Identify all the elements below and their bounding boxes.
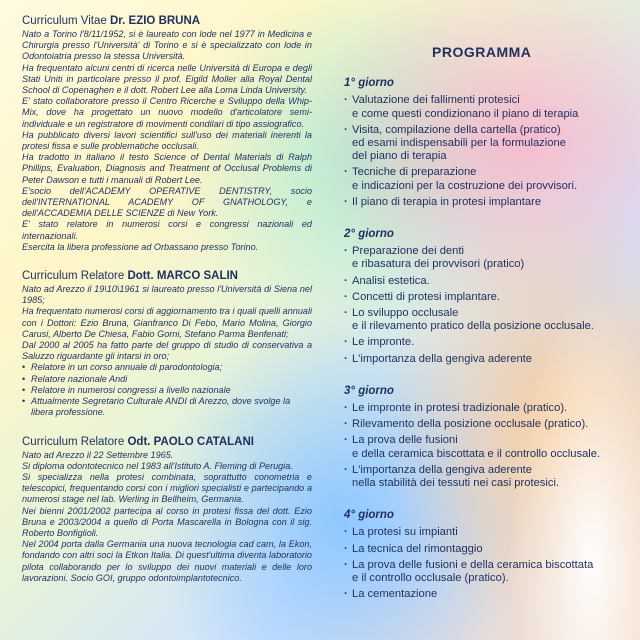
program-item-line: · Le impronte.	[352, 336, 415, 349]
program-item-line: · L'importanza della gengiva aderente	[352, 463, 533, 476]
program-item-line: · Il piano di terapia in protesi implantare	[352, 195, 542, 208]
program-item	[344, 353, 624, 366]
program-day	[344, 509, 624, 601]
program-day	[344, 385, 624, 490]
cv-heading: Curriculum Relatore Dott. MARCO SALIN	[22, 270, 238, 283]
program-item-line: · Concetti di protesi implantare.	[352, 290, 500, 303]
speaker-name: Dr. EZIO BRUNA	[110, 15, 201, 27]
cv-paragraph: Nato ad Arezzo il 19\10\1961 si laureato presso l'Università di Siena nel 1985;	[22, 284, 312, 306]
program-item	[344, 196, 624, 209]
program-item	[344, 588, 624, 601]
program-item-line: · Lo sviluppo occlusale	[352, 307, 459, 320]
program-item-line: · Le impronte in protesi tradizionale (pratico).	[352, 402, 568, 415]
program-item-line: · La prova delle fusioni e della ceramica biscottata	[352, 558, 594, 571]
program-item-line: · Visita, compilazione della cartella (pratico)	[352, 123, 561, 136]
day-title: 2° giorno	[344, 228, 394, 241]
cv-paragraph: Si specializza nella protesi combinata, soprattutto conometria e telescopici, frequentando corsi con i migliori specialisti e partecipando a numerosi stage nel lab. Werling in Bellheim, Germania.	[22, 471, 312, 505]
cv-body	[22, 284, 312, 362]
program-item	[344, 559, 624, 585]
program-item-line: e come questi condizionano il piano di terapia	[352, 107, 579, 120]
cv-paragraph: Nel 2004 porta dalla Germania una nuova tecnologia cad cam, la Ekon, fondando con altri soci la Etkon Italia. Di quest'ultima diventa laboratorio pilota collaborando per lo sviluppo dei nuovi materiali e delle loro lavorazioni. Socio GOI, gruppo odontoimplantotecnico.	[22, 539, 312, 583]
program-item-line: · L'importanza della gengiva aderente	[352, 352, 533, 365]
cv-paragraph: E' stato relatore in numerosi corsi e congressi nazionali ed internazionali.	[22, 219, 312, 241]
program-days	[344, 77, 624, 601]
day-title: 4° giorno	[344, 509, 394, 522]
cv-body	[22, 29, 312, 253]
program-day	[344, 228, 624, 366]
cv-bullet-item: • Relatore in numerosi congressi a livello nazionale	[22, 385, 312, 396]
cv-paragraph: Esercita la libera professione ad Orbassano presso Torino.	[22, 241, 259, 252]
program-item	[344, 526, 624, 539]
cv-paolo-catalani	[22, 435, 312, 584]
program-item	[344, 166, 624, 192]
program-item	[344, 275, 624, 288]
cv-body	[22, 450, 312, 584]
program-item-line: · Valutazione dei fallimenti protesici	[352, 94, 520, 107]
program-item-line: · Preparazione dei denti	[352, 245, 464, 258]
program-item	[344, 418, 624, 431]
cv-paragraph: Ha tradotto in italiano il testo Science of Dental Materials di Ralph Phillips, Evaluation, Diagnosis and Treatment of Occlusal Problems di Peter Dawson e tutti i manuali di Robert Lee.	[22, 152, 312, 185]
day-title: 3° giorno	[344, 384, 394, 397]
cv-paragraph: E'socio dell'ACADEMY OPERATIVE DENTISTRY, socio dell'INTERNATIONAL ACADEMY OF GNATHOLOGY, e dell'ACCADEMIA DELLE SCIENZE di New York.	[22, 185, 312, 219]
cv-ezio-bruna	[22, 14, 312, 253]
cv-paragraph: Ha frequentato numerosi corsi di aggiornamento tra i quali quelli annuali con i Dottori: Ezio Bruna, Gianfranco Di Febo, Mario Molina, Giorgio Carusi, Alberto De Chiesa, Fabio Gorni, Stefano Parma Benfenati;	[22, 306, 312, 339]
program-item	[344, 124, 624, 164]
cv-paragraph: Nato ad Arezzo il 22 Settembre 1965.	[22, 449, 174, 460]
program-item	[344, 94, 624, 120]
cv-paragraph: E' stato collaboratore presso il Centro Ricerche e Sviluppo della Whip-Mix, dove ha progettato un nuovo modello d'articolatore semi-individuale e un registratore di movimenti condilari di tipo assiografico.	[22, 96, 312, 129]
cv-heading: Curriculum Relatore Odt. PAOLO CATALANI	[22, 435, 254, 448]
program-item	[344, 434, 624, 460]
program-item	[344, 464, 624, 490]
program-day	[344, 77, 624, 209]
cv-bullets	[22, 362, 312, 418]
program-item-line: e ribasatura dei provvisori (pratico)	[352, 258, 525, 271]
program-item	[344, 245, 624, 271]
cv-marco-salin	[22, 269, 312, 418]
cv-paragraph: Dal 2000 al 2005 ha fatto parte del gruppo di studio di conservativa a Saluzzo riguardante gli intarsi in oro;	[22, 340, 312, 362]
cv-heading: Curriculum Vitae Dr. EZIO BRUNA	[22, 15, 201, 27]
program-item-line: ed esami indispensabili per la formulazione	[352, 137, 566, 150]
program-item-line: · Rilevamento della posizione occlusale (pratico).	[352, 418, 589, 431]
cv-paragraph: Ha frequentato alcuni centri di ricerca nelle Università di Europa e degli Stati Uniti in particolare presso il prof. Eigild Moller alla Royal Dental School di Copenaghen e il dott. Robert Lee alla Loma Linda University.	[22, 62, 312, 96]
cv-paragraph: Nato a Torino l'8/11/1952, si è laureato con lode nel 1977 in Medicina e Chirurgia presso l'Università' di Torino e si è specializzato con lode in Odontoiatria presso la stessa Università.	[22, 29, 312, 62]
program-column	[344, 46, 624, 621]
cv-bullet-item: • Relatore nazionale Andi	[22, 374, 312, 385]
program-item-line: · La prova delle fusioni	[352, 434, 458, 447]
cv-bullet-item: • Attualmente Segretario Culturale ANDI di Arezzo, dove svolge la libera professione.	[22, 396, 312, 418]
program-item	[344, 307, 624, 333]
program-item-line: e della ceramica biscottata e il controllo occlusale.	[352, 447, 601, 460]
curricula-column	[22, 14, 312, 600]
day-title: 1° giorno	[344, 77, 394, 90]
program-item	[344, 291, 624, 304]
speaker-name: Odt. PAOLO CATALANI	[127, 435, 254, 448]
program-item-line: · La protesi su impianti	[352, 526, 458, 539]
program-item-line: e il controllo occlusale (pratico).	[352, 572, 509, 585]
cv-bullet-item: • Relatore in un corso annuale di parodontologia;	[22, 362, 312, 373]
program-item-line: del piano di terapia	[352, 150, 447, 163]
program-item-line: · La tecnica del rimontaggio	[352, 542, 483, 555]
speaker-name: Dott. MARCO SALIN	[127, 270, 238, 283]
program-title: PROGRAMMA	[432, 44, 532, 60]
program-item	[344, 336, 624, 349]
program-item	[344, 543, 624, 556]
program-item-line: e indicazioni per la costruzione dei provvisori.	[352, 179, 578, 192]
program-item	[344, 402, 624, 415]
program-item-line: · Tecniche di preparazione	[352, 166, 477, 179]
program-item-line: nella stabilità dei tessuti nei casi protesici.	[352, 477, 560, 490]
program-item-line: · La cementazione	[352, 588, 438, 601]
cv-paragraph: Si diploma odontotecnico nel 1983 all'Istituto A. Fleming di Perugia.	[22, 460, 293, 471]
program-item-line: e il rilevamento pratico della posizione occlusale.	[352, 320, 594, 333]
cv-paragraph: Nei bienni 2001/2002 partecipa al corso in protesi fissa del dott. Ezio Bruna e 2003/2004 a quello di Porta Mascarella in Bologna con il sig. Roberto Bonfiglioli.	[22, 505, 312, 538]
cv-paragraph: Ha pubblicato diversi lavori scientifici sull'uso dei materiali inerenti la protesi fissa e sulle problematiche occlusali.	[22, 129, 312, 152]
program-item-line: · Analisi estetica.	[352, 274, 430, 287]
